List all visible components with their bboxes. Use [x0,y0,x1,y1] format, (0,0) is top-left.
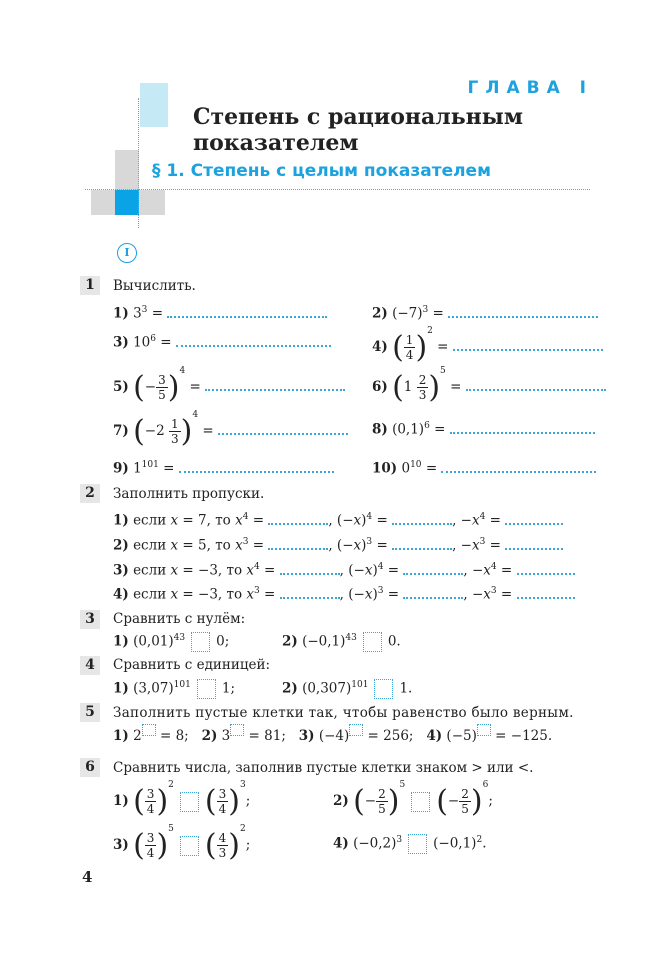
answer-field[interactable] [403,589,463,599]
chapter-title: Степень с рациональным показателем [193,104,523,156]
task-heading: Сравнить с единицей: [113,657,271,673]
answer-field[interactable] [218,425,348,435]
exponent-box[interactable] [142,724,156,736]
dotted-vertical-rule [138,98,139,228]
task5-items: 1) 2 = 8; 2) 3 = 81; 3) (−4) = 256; 4) (−5) = −125. [113,728,552,744]
answer-field[interactable] [448,308,598,318]
task-number: 5 [80,703,100,722]
chapter-label: ГЛАВА I [467,78,593,98]
answer-field[interactable] [167,308,327,318]
task1-item-6: 6) (1 $\frac{2}{3}$ )$^5$ = [372,366,606,405]
decor-square-grey-top [115,150,139,190]
answer-field[interactable] [466,381,606,391]
answer-field[interactable] [517,565,575,575]
decor-square-grey-right [139,190,165,215]
decor-square-blue [115,190,139,215]
task1-item-5: 5) (− $\frac{3}{5}$ )$^4$ = [113,366,345,405]
task1-item-10: 10) $0^{10}$ = [372,460,596,477]
dotted-rule [85,189,590,190]
task6-item-3: 3) ( $\frac{3}{4}$ )$^5$ ( $\frac{4}{3}$ )$^2$; [113,824,251,863]
answer-box[interactable] [180,836,199,856]
task-heading: Сравнить числа, заполнив пустые клетки знаком > или <. [113,760,534,776]
answer-field[interactable] [176,337,331,347]
task4-item-1: 1) $(3,07)^{101}$ 1; [113,679,235,699]
level-badge: I [117,243,137,263]
task1-item-8: 8) $(0,1)^6$ = [372,421,595,438]
decor-square-lightblue [140,83,168,127]
task2-item-1: 1) если x = 7, то $x^4$ = , $(-x)^4$ = , $-x^4$ = [113,512,563,529]
task-heading: Заполнить пустые клетки так, чтобы равенство было верным. [113,705,574,721]
answer-field[interactable] [441,463,596,473]
answer-field[interactable] [205,381,345,391]
task3-item-1: 1) $(0,01)^{43}$ 0; [113,632,229,652]
exponent-box[interactable] [230,724,244,736]
answer-box[interactable] [374,679,393,699]
task2-item-4: 4) если x = −3, то $x^3$ = , $(-x)^3$ = , $-x^3$ = [113,586,575,603]
task1-item-9: 9) $1^{101}$ = [113,460,334,477]
task6-item-4: 4) $(-0,2)^3$ $(-0,1)^2$. [333,834,486,854]
answer-box[interactable] [180,792,199,812]
task1-item-7: 7) (−2 $\frac{1}{3}$ )$^4$ = [113,410,348,449]
task1-item-1: 1) $3^3$ = [113,305,327,322]
answer-field[interactable] [392,515,452,525]
task2-item-2: 2) если x = 5, то $x^3$ = , $(-x)^3$ = , $-x^3$ = [113,537,563,554]
decor-square-grey-left [91,190,115,215]
task6-item-1: 1) ( $\frac{3}{4}$ )$^2$ ( $\frac{3}{4}$ )$^3$; [113,780,251,819]
answer-field[interactable] [280,565,340,575]
answer-field[interactable] [392,540,452,550]
section-title: § 1. Степень с целым показателем [152,161,491,181]
task-number: 4 [80,656,100,675]
task-number: 3 [80,610,100,629]
answer-field[interactable] [268,515,328,525]
answer-field[interactable] [505,540,563,550]
answer-field[interactable] [450,424,595,434]
task3-item-2: 2) $(-0,1)^{43}$ 0. [282,632,401,652]
answer-field[interactable] [505,515,563,525]
answer-field[interactable] [403,565,463,575]
answer-box[interactable] [363,632,382,652]
task1-item-4: 4) ( $\frac{1}{4}$ )$^2$ = [372,326,603,365]
task2-item-3: 3) если x = −3, то $x^4$ = , $(-x)^4$ = , $-x^4$ = [113,562,575,579]
answer-field[interactable] [268,540,328,550]
answer-field[interactable] [517,589,575,599]
task-heading: Заполнить пропуски. [113,486,265,502]
task-heading: Вычислить. [113,278,196,294]
answer-box[interactable] [197,679,216,699]
answer-box[interactable] [411,792,430,812]
page-number: 4 [82,868,93,886]
answer-field[interactable] [179,463,334,473]
task-number: 1 [80,276,100,295]
answer-field[interactable] [453,341,603,351]
task6-item-2: 2) (− $\frac{2}{5}$ )$^5$ (− $\frac{2}{5}$ )$^6$; [333,780,493,819]
answer-field[interactable] [280,589,340,599]
answer-box[interactable] [408,834,427,854]
task-heading: Сравнить с нулём: [113,611,246,627]
task4-item-2: 2) $(0,307)^{101}$ 1. [282,679,412,699]
task-number: 6 [80,758,100,777]
task1-item-2: 2) $(-7)^3$ = [372,305,598,322]
task1-item-3: 3) $10^6$ = [113,334,331,351]
task-number: 2 [80,484,100,503]
exponent-box[interactable] [477,724,491,736]
exponent-box[interactable] [349,724,363,736]
answer-box[interactable] [191,632,210,652]
